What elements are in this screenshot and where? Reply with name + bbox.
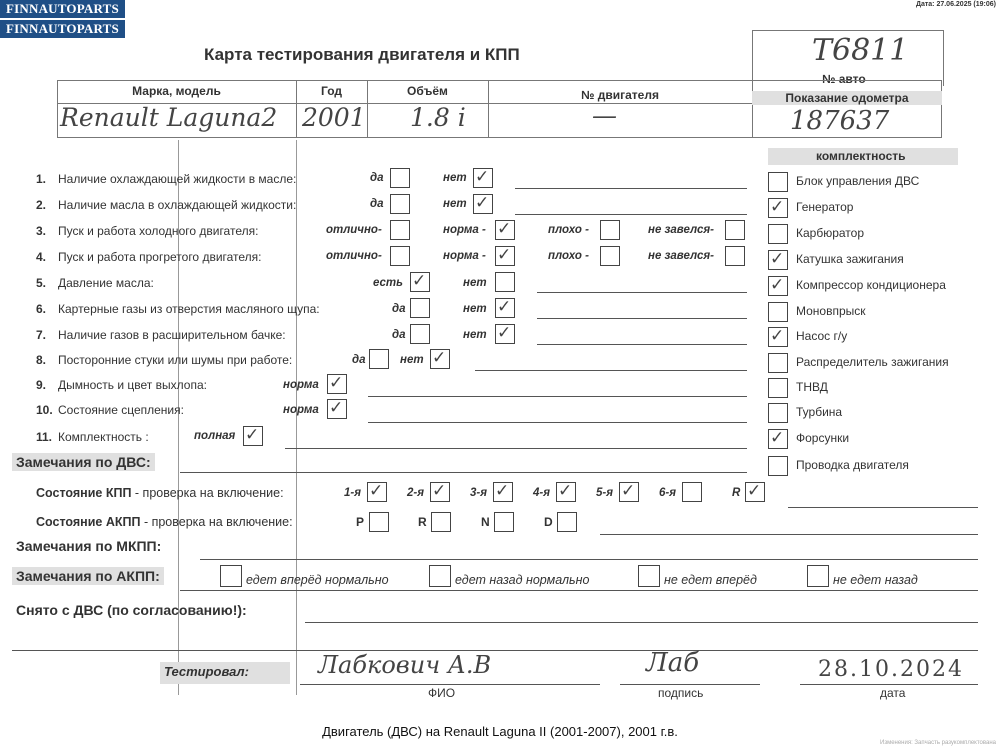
- item-number: 11.: [36, 430, 53, 444]
- akpp-label: Состояние АКПП - проверка на включение:: [36, 515, 293, 529]
- kit-label: Турбина: [796, 405, 843, 419]
- opt-da: да: [352, 354, 366, 366]
- checkbox-da[interactable]: [390, 168, 410, 188]
- opt-net: нет: [443, 198, 467, 210]
- notes-line: [788, 507, 978, 508]
- tested-label: Тестировал:: [164, 664, 249, 679]
- item-label: Состояние сцепления:: [58, 403, 184, 417]
- kit-label: Блок управления ДВС: [796, 174, 920, 188]
- col-year: Год: [321, 84, 342, 98]
- kit-label: Проводка двигателя: [796, 458, 909, 472]
- notes-line: [305, 622, 978, 623]
- form-title: Карта тестирования двигателя и КПП: [204, 45, 520, 64]
- site-logo: FINNAUTOPARTS: [0, 0, 125, 18]
- opt-norma: норма -: [443, 250, 486, 262]
- opt-net: нет: [463, 277, 487, 289]
- kit-checkbox[interactable]: ✓: [768, 198, 788, 218]
- checkbox-norma[interactable]: ✓: [495, 246, 515, 266]
- kit-checkbox[interactable]: ✓: [768, 327, 788, 347]
- gear-label: R: [732, 487, 741, 499]
- akpp-option-label: едет назад нормально: [455, 573, 590, 587]
- item-number: 6.: [36, 302, 47, 316]
- item-label: Пуск и работа холодного двигателя:: [58, 224, 259, 238]
- kit-item[interactable]: [768, 429, 988, 449]
- notes-line: [515, 214, 747, 215]
- car-number-value: T6811: [812, 33, 909, 68]
- opt-net: нет: [463, 303, 487, 315]
- gear-label: 3-я: [470, 487, 487, 499]
- kit-checkbox[interactable]: [768, 353, 788, 373]
- opt-polnaya: полная: [194, 430, 236, 442]
- date-stamp: Дата: 27.06.2025 (19:06): [915, 1, 996, 8]
- item-label: Наличие охлаждающей жидкости в масле:: [58, 172, 297, 186]
- opt-est: есть: [373, 277, 403, 289]
- item-label: Пуск и работа прогретого двигателя:: [58, 250, 262, 264]
- checkbox-da[interactable]: [410, 298, 430, 318]
- checkbox-norma[interactable]: ✓: [327, 399, 347, 419]
- gear-label: 2-я: [407, 487, 424, 499]
- notes-line: [180, 590, 978, 591]
- opt-norma: норма: [283, 379, 319, 391]
- checkbox-da[interactable]: [410, 324, 430, 344]
- item-label: Давление масла:: [58, 276, 154, 290]
- kit-checkbox[interactable]: [768, 456, 788, 476]
- akpp-position-label: D: [544, 515, 553, 529]
- date-caption: дата: [880, 686, 906, 700]
- engine-no-value: —: [592, 101, 617, 130]
- removed-label: Снято с ДВС (по согласованию!):: [16, 602, 247, 618]
- remarks-akpp-label: Замечания по АКПП:: [12, 567, 164, 585]
- kit-item[interactable]: [768, 250, 988, 270]
- kpp-label: Состояние КПП - проверка на включение:: [36, 486, 284, 500]
- akpp-checkbox[interactable]: [431, 512, 451, 532]
- checkbox-polnaya[interactable]: ✓: [243, 426, 263, 446]
- opt-plokho: плохо -: [548, 224, 589, 236]
- akpp-position-label: N: [481, 515, 490, 529]
- gear-checkbox[interactable]: [682, 482, 702, 502]
- akpp-option-checkbox[interactable]: [429, 565, 451, 587]
- checkbox-norma[interactable]: ✓: [495, 220, 515, 240]
- item-label: Комплектность :: [58, 430, 149, 444]
- checkbox-da[interactable]: [390, 194, 410, 214]
- gear-checkbox[interactable]: ✓: [556, 482, 576, 502]
- kit-item[interactable]: [768, 302, 988, 322]
- signature-line: [800, 684, 978, 685]
- name-caption: ФИО: [428, 686, 456, 700]
- kit-label: Форсунки: [796, 431, 850, 445]
- kit-item[interactable]: [768, 353, 988, 373]
- gear-checkbox[interactable]: ✓: [367, 482, 387, 502]
- gear-label: 6-я: [659, 487, 676, 499]
- notes-line: [600, 534, 978, 535]
- item-label: Наличие масла в охлаждающей жидкости:: [58, 198, 297, 212]
- checkbox-net[interactable]: ✓: [430, 349, 450, 369]
- checkbox-otlichno[interactable]: [390, 220, 410, 240]
- item-label: Дымность и цвет выхлопа:: [58, 378, 207, 392]
- remarks-engine-label: Замечания по ДВС:: [12, 453, 155, 471]
- signature: Лаб: [646, 648, 700, 678]
- item-number: 10.: [36, 403, 53, 417]
- checkbox-net[interactable]: ✓: [473, 194, 493, 214]
- notes-line: [368, 422, 747, 423]
- gear-label: 4-я: [533, 487, 550, 499]
- kit-label: Моновпрыск: [796, 304, 866, 318]
- notes-line: [180, 472, 747, 473]
- kit-item[interactable]: [768, 378, 988, 398]
- kit-label: ТНВД: [796, 380, 828, 394]
- opt-net: нет: [443, 172, 467, 184]
- gear-checkbox[interactable]: ✓: [745, 482, 765, 502]
- odometer-value: 187637: [790, 106, 890, 136]
- akpp-option-checkbox[interactable]: [220, 565, 242, 587]
- gear-checkbox[interactable]: ✓: [493, 482, 513, 502]
- item-number: 7.: [36, 328, 47, 342]
- kit-item[interactable]: [768, 224, 988, 244]
- kit-item[interactable]: [768, 403, 988, 423]
- volume-value: 1.8 i: [410, 103, 466, 132]
- checkbox-net[interactable]: ✓: [495, 324, 515, 344]
- notes-line: [12, 650, 978, 651]
- item-number: 4.: [36, 250, 47, 264]
- checkbox-est[interactable]: ✓: [410, 272, 430, 292]
- gear-label: 1-я: [344, 487, 361, 499]
- kit-checkbox[interactable]: ✓: [768, 250, 788, 270]
- kit-checkbox[interactable]: [768, 172, 788, 192]
- col-make-model: Марка, модель: [132, 84, 221, 98]
- notes-line: [200, 559, 978, 560]
- opt-norma: норма: [283, 404, 319, 416]
- kit-label: Компрессор кондиционера: [796, 278, 946, 292]
- kit-item[interactable]: [768, 172, 988, 192]
- col-volume: Объём: [407, 84, 448, 98]
- opt-net: нет: [400, 354, 424, 366]
- akpp-checkbox[interactable]: [369, 512, 389, 532]
- site-logo-secondary: FINNAUTOPARTS: [0, 20, 125, 38]
- kit-label: Карбюратор: [796, 226, 865, 240]
- opt-ne-zavelsya: не завелся-: [648, 250, 714, 262]
- opt-otlichno: отлично-: [326, 224, 382, 236]
- checkbox-norma[interactable]: ✓: [327, 374, 347, 394]
- notes-line: [537, 292, 747, 293]
- item-label: Картерные газы из отверстия масляного щупа:: [58, 302, 320, 316]
- item-number: 8.: [36, 353, 47, 367]
- kit-checkbox[interactable]: ✓: [768, 429, 788, 449]
- akpp-position-label: P: [356, 515, 365, 529]
- akpp-position-label: R: [418, 515, 427, 529]
- make-model-value: Renault Laguna2: [60, 103, 278, 132]
- checkbox-net[interactable]: [495, 272, 515, 292]
- car-number-label: № авто: [822, 72, 866, 86]
- akpp-option-label: не едет назад: [833, 573, 918, 587]
- kit-checkbox[interactable]: [768, 403, 788, 423]
- opt-da: да: [370, 198, 384, 210]
- kit-label: Распределитель зажигания: [796, 355, 949, 369]
- opt-ne-zavelsya: не завелся-: [648, 224, 714, 236]
- item-label: Посторонние стуки или шумы при работе:: [58, 353, 293, 367]
- remarks-mkpp-label: Замечания по МКПП:: [16, 538, 162, 554]
- opt-norma: норма -: [443, 224, 486, 236]
- kit-title: комплектность: [816, 149, 906, 163]
- kit-label: Катушка зажигания: [796, 252, 904, 266]
- tester-name: Лабкович А.В: [318, 651, 492, 679]
- item-number: 9.: [36, 378, 47, 392]
- opt-da: да: [392, 329, 406, 341]
- gear-checkbox[interactable]: ✓: [619, 482, 639, 502]
- signature-line: [300, 684, 600, 685]
- kit-label: Насос г/у: [796, 329, 848, 343]
- kit-checkbox[interactable]: [768, 224, 788, 244]
- notes-line: [368, 396, 747, 397]
- notes-line: [515, 188, 747, 189]
- checkbox-ne-zavelsya[interactable]: [725, 220, 745, 240]
- year-value: 2001: [302, 103, 366, 132]
- kit-checkbox[interactable]: ✓: [768, 276, 788, 296]
- sign-caption: подпись: [658, 686, 704, 700]
- opt-plokho: плохо -: [548, 250, 589, 262]
- col-engine-no: № двигателя: [581, 88, 659, 102]
- checkbox-otlichno[interactable]: [390, 246, 410, 266]
- checkbox-net[interactable]: ✓: [473, 168, 493, 188]
- checkbox-net[interactable]: ✓: [495, 298, 515, 318]
- akpp-option-label: едет вперёд нормально: [246, 573, 389, 587]
- opt-da: да: [392, 303, 406, 315]
- item-number: 1.: [36, 172, 47, 186]
- item-label: Наличие газов в расширительном бачке:: [58, 328, 286, 342]
- checkbox-plokho[interactable]: [600, 220, 620, 240]
- item-number: 3.: [36, 224, 47, 238]
- signature-line: [620, 684, 760, 685]
- gear-label: 5-я: [596, 487, 613, 499]
- kit-checkbox[interactable]: [768, 378, 788, 398]
- kit-item[interactable]: [768, 327, 988, 347]
- akpp-checkbox[interactable]: [494, 512, 514, 532]
- notes-line: [537, 344, 747, 345]
- kit-item[interactable]: [768, 276, 988, 296]
- item-number: 2.: [36, 198, 47, 212]
- kit-checkbox[interactable]: [768, 302, 788, 322]
- test-date: 28.10.2024: [818, 657, 964, 682]
- checkbox-plokho[interactable]: [600, 246, 620, 266]
- notes-line: [285, 448, 747, 449]
- watermark: Изменения: Запчасть разукомплектована: [880, 740, 996, 746]
- akpp-option-label: не едет вперёд: [664, 573, 757, 587]
- kit-item[interactable]: [768, 198, 988, 218]
- notes-line: [537, 318, 747, 319]
- item-number: 5.: [36, 276, 47, 290]
- opt-otlichno: отлично-: [326, 250, 382, 262]
- image-caption: Двигатель (ДВС) на Renault Laguna II (2001-2007), 2001 г.в.: [322, 724, 678, 739]
- gear-checkbox[interactable]: ✓: [430, 482, 450, 502]
- kit-label: Генератор: [796, 200, 854, 214]
- checkbox-da[interactable]: [369, 349, 389, 369]
- notes-line: [475, 370, 747, 371]
- kit-item[interactable]: [768, 456, 988, 476]
- akpp-checkbox[interactable]: [557, 512, 577, 532]
- opt-da: да: [370, 172, 384, 184]
- col-odometer: Показание одометра: [752, 91, 942, 105]
- checkbox-ne-zavelsya[interactable]: [725, 246, 745, 266]
- akpp-option-checkbox[interactable]: [807, 565, 829, 587]
- opt-net: нет: [463, 329, 487, 341]
- akpp-option-checkbox[interactable]: [638, 565, 660, 587]
